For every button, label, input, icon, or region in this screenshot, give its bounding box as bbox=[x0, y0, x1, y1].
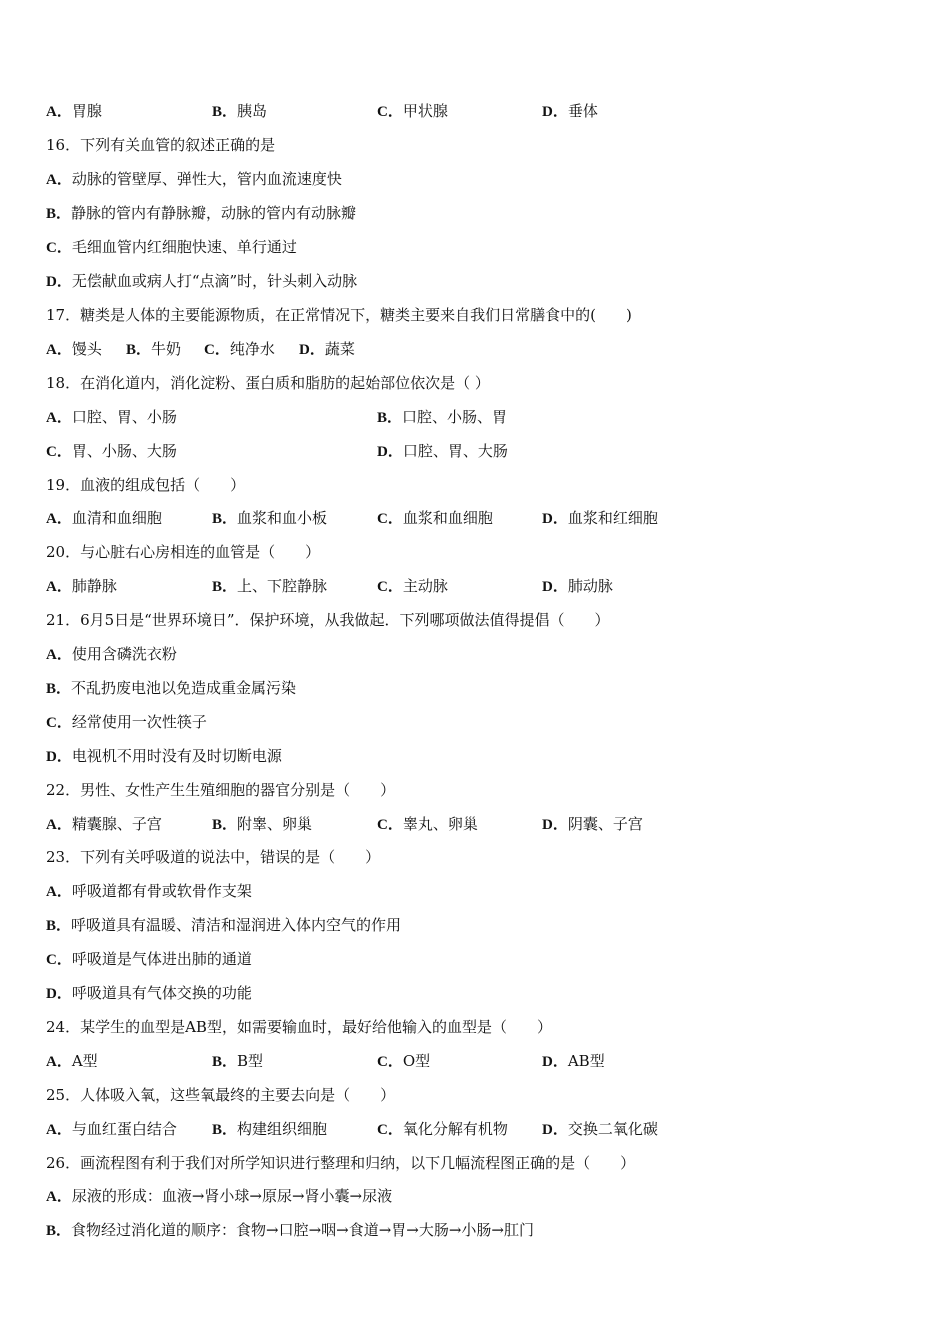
q18-option-b[interactable]: B．口腔、小肠、胃 bbox=[377, 408, 508, 426]
q17-option-b[interactable]: B．牛奶 bbox=[126, 340, 182, 358]
q25-option-b[interactable]: B．构建组织细胞 bbox=[212, 1120, 328, 1138]
q19-option-c[interactable]: C．血浆和血细胞 bbox=[377, 509, 493, 527]
q26-stem: 26．画流程图有利于我们对所学知识进行整理和归纳，以下几幅流程图正确的是（ ） bbox=[46, 1154, 636, 1172]
q26-option-a[interactable]: A．尿液的形成：血液→肾小球→原尿→肾小囊→尿液 bbox=[46, 1187, 393, 1205]
q23-option-c[interactable]: C．呼吸道是气体进出肺的通道 bbox=[46, 950, 252, 968]
q19-option-a[interactable]: A．血清和血细胞 bbox=[46, 509, 162, 527]
q24-option-a[interactable]: A．A型 bbox=[46, 1052, 98, 1070]
q21-option-a[interactable]: A．使用含磷洗衣粉 bbox=[46, 645, 177, 663]
q25-option-d[interactable]: D．交换二氧化碳 bbox=[542, 1120, 658, 1138]
q16-option-a[interactable]: A．动脉的管壁厚、弹性大，管内血流速度快 bbox=[46, 170, 342, 188]
q23-option-a[interactable]: A．呼吸道都有骨或软骨作支架 bbox=[46, 882, 252, 900]
q24-option-c[interactable]: C．O型 bbox=[377, 1052, 431, 1070]
q21-option-d[interactable]: D．电视机不用时没有及时切断电源 bbox=[46, 747, 282, 765]
q23-option-d[interactable]: D．呼吸道具有气体交换的功能 bbox=[46, 984, 252, 1002]
q20-option-c[interactable]: C．主动脉 bbox=[377, 577, 448, 595]
q22-stem: 22．男性、女性产生生殖细胞的器官分别是（ ） bbox=[46, 781, 396, 799]
q20-option-b[interactable]: B．上、下腔静脉 bbox=[212, 577, 328, 595]
q18-option-a[interactable]: A．口腔、胃、小肠 bbox=[46, 408, 177, 426]
q24-option-d[interactable]: D．AB型 bbox=[542, 1052, 605, 1070]
q20-stem: 20．与心脏右心房相连的血管是（ ） bbox=[46, 543, 321, 561]
q18-option-d[interactable]: D．口腔、胃、大肠 bbox=[377, 442, 508, 460]
q21-option-b[interactable]: B．不乱扔废电池以免造成重金属污染 bbox=[46, 679, 297, 697]
q19-option-b[interactable]: B．血浆和血小板 bbox=[212, 509, 328, 527]
q15-option-c[interactable]: C．甲状腺 bbox=[377, 102, 448, 120]
q17-stem: 17．糖类是人体的主要能源物质，在正常情况下，糖类主要来自我们日常膳食中的( ) bbox=[46, 306, 632, 324]
q24-option-b[interactable]: B．B型 bbox=[212, 1052, 264, 1070]
q16-option-b[interactable]: B．静脉的管内有静脉瓣，动脉的管内有动脉瓣 bbox=[46, 204, 357, 222]
q18-stem: 18．在消化道内，消化淀粉、蛋白质和脂肪的起始部位依次是（ ） bbox=[46, 374, 490, 392]
q16-option-c[interactable]: C．毛细血管内红细胞快速、单行通过 bbox=[46, 238, 297, 256]
q24-stem: 24．某学生的血型是AB型，如需要输血时，最好给他输入的血型是（ ） bbox=[46, 1018, 552, 1036]
q22-option-b[interactable]: B．附睾、卵巢 bbox=[212, 815, 313, 833]
q17-option-d[interactable]: D．蔬菜 bbox=[299, 340, 355, 358]
q19-stem: 19．血液的组成包括（ ） bbox=[46, 476, 246, 494]
q20-option-a[interactable]: A．肺静脉 bbox=[46, 577, 117, 595]
q16-option-d[interactable]: D．无偿献血或病人打“点滴”时，针头刺入动脉 bbox=[46, 272, 358, 290]
q23-option-b[interactable]: B．呼吸道具有温暖、清洁和湿润进入体内空气的作用 bbox=[46, 916, 402, 934]
q25-option-a[interactable]: A．与血红蛋白结合 bbox=[46, 1120, 177, 1138]
q22-option-c[interactable]: C．睾丸、卵巢 bbox=[377, 815, 478, 833]
q21-stem: 21．6月5日是“世界环境日”．保护环境，从我做起．下列哪项做法值得提倡（ ） bbox=[46, 611, 610, 629]
q21-option-c[interactable]: C．经常使用一次性筷子 bbox=[46, 713, 207, 731]
q26-option-b[interactable]: B．食物经过消化道的顺序：食物→口腔→咽→食道→胃→大肠→小肠→肛门 bbox=[46, 1221, 534, 1239]
q17-option-a[interactable]: A．馒头 bbox=[46, 340, 102, 358]
q22-option-d[interactable]: D．阴囊、子宫 bbox=[542, 815, 643, 833]
q25-stem: 25．人体吸入氧，这些氧最终的主要去向是（ ） bbox=[46, 1086, 396, 1104]
q20-option-d[interactable]: D．肺动脉 bbox=[542, 577, 613, 595]
q22-option-a[interactable]: A．精囊腺、子宫 bbox=[46, 815, 162, 833]
q15-option-d[interactable]: D．垂体 bbox=[542, 102, 598, 120]
q15-option-b[interactable]: B．胰岛 bbox=[212, 102, 268, 120]
q19-option-d[interactable]: D．血浆和红细胞 bbox=[542, 509, 658, 527]
q17-option-c[interactable]: C．纯净水 bbox=[204, 340, 275, 358]
q16-stem: 16．下列有关血管的叙述正确的是 bbox=[46, 136, 276, 154]
q25-option-c[interactable]: C．氧化分解有机物 bbox=[377, 1120, 508, 1138]
q15-option-a[interactable]: A．胃腺 bbox=[46, 102, 102, 120]
q18-option-c[interactable]: C．胃、小肠、大肠 bbox=[46, 442, 177, 460]
q23-stem: 23．下列有关呼吸道的说法中，错误的是（ ） bbox=[46, 848, 381, 866]
